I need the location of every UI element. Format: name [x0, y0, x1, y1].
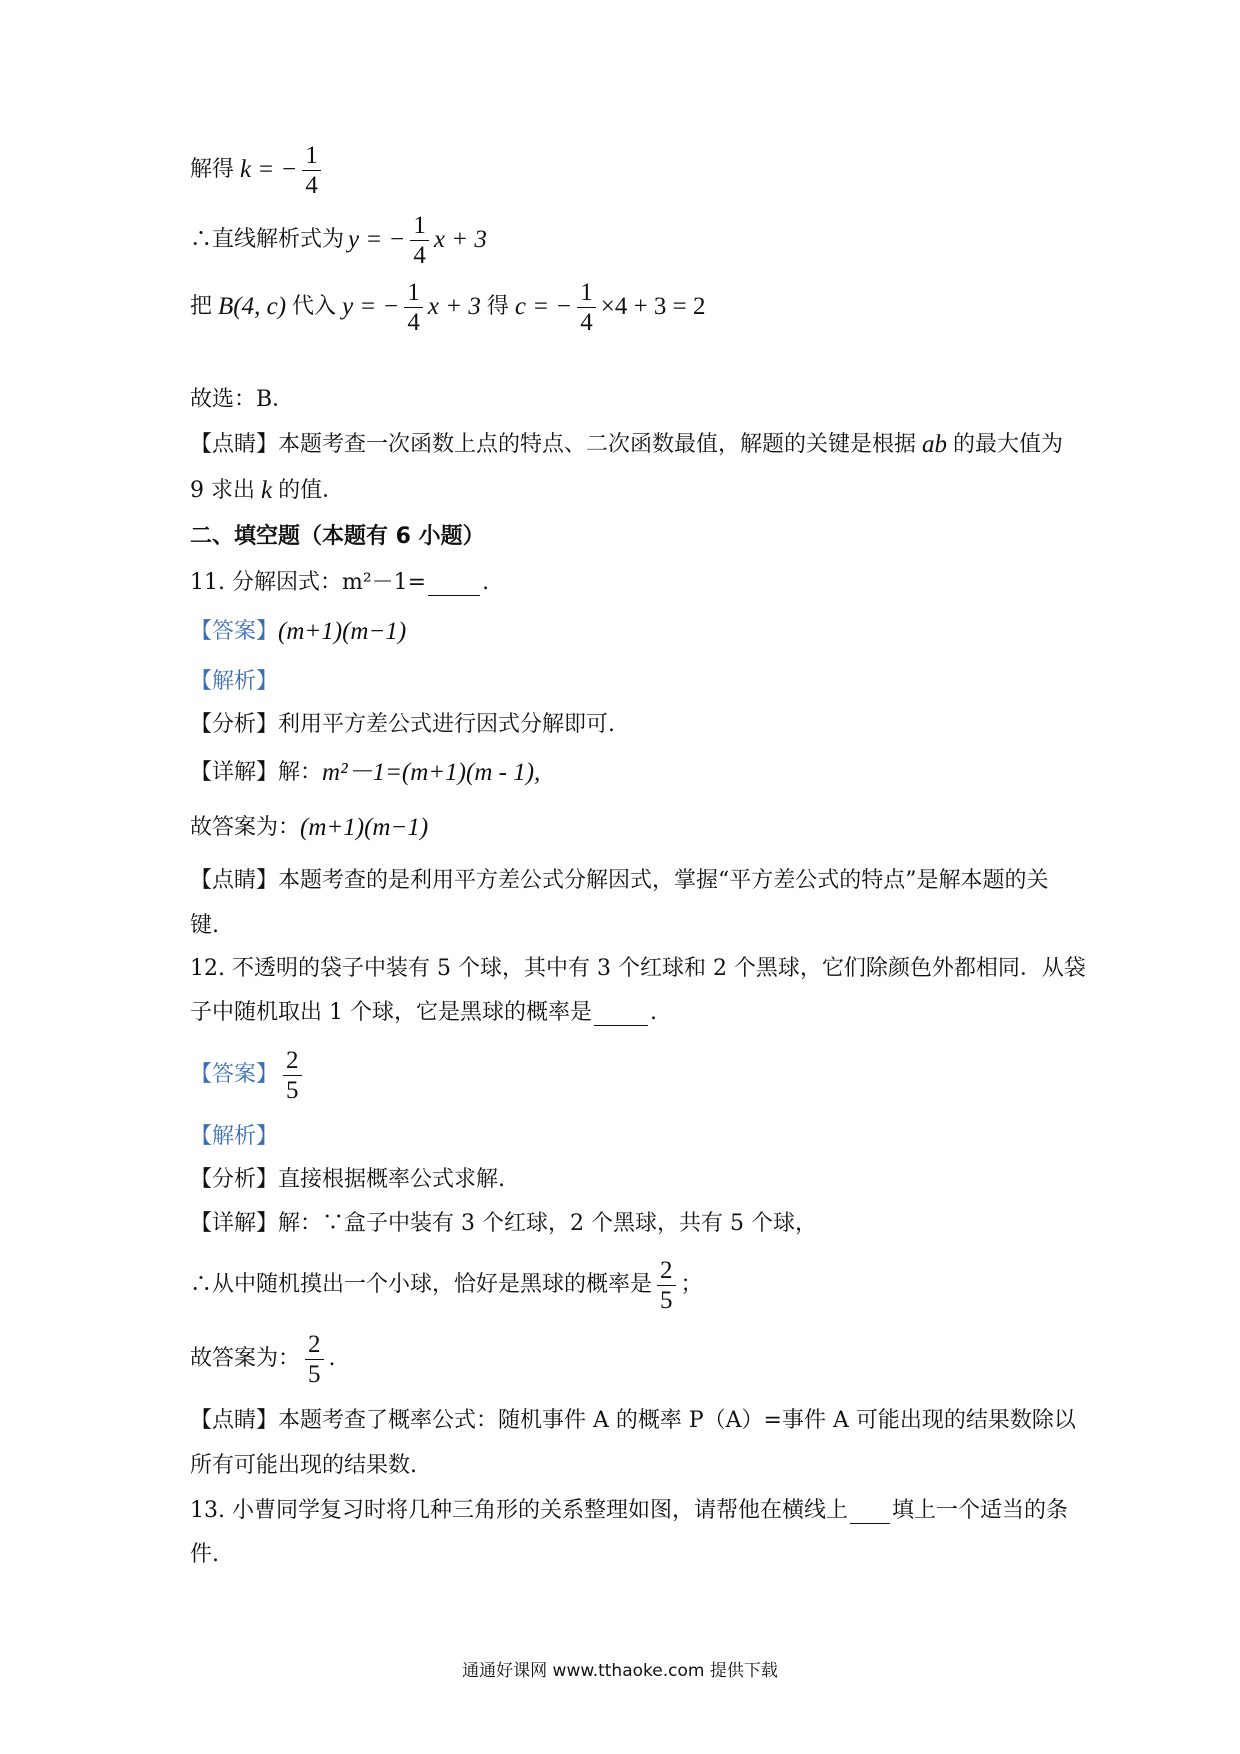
fraction-two-fifths: $\frac{2}{5}$	[305, 1330, 324, 1389]
q12-dianjing-line1: 【点睛】本题考查了概率公式：随机事件 A 的概率 P（A）=事件 A 可能出现的结果数除以	[190, 1408, 1076, 1433]
q11-fenxi: 【分析】利用平方差公式进行因式分解即可.	[190, 712, 615, 737]
fraction-two-fifths: $\frac{2}{5}$	[657, 1256, 676, 1315]
answer-blank	[428, 571, 480, 596]
math-k: k = −	[240, 156, 298, 183]
question-12-line1: 12. 不透明的袋子中装有 5 个球，其中有 3 个红球和 2 个黑球，它们除颜色外都相同．从袋	[190, 956, 1086, 981]
q11-final-answer: 故答案为： (m+1)(m−1)	[190, 814, 429, 841]
fraction-one-quarter: $\frac{1}{4}$	[302, 141, 321, 200]
page-footer: 通通好课网 www.tthaoke.com 提供下载	[462, 1661, 778, 1681]
q12-final-answer: 故答案为： $\frac{2}{5}$ .	[190, 1330, 336, 1388]
q12-answer	[190, 1040, 1070, 1110]
q12-jiexi-tag: 【解析】	[190, 1124, 279, 1149]
q10-dianjing-line1: 【点睛】本题考查一次函数上点的特点、二次函数最值，解题的关键是根据 ab 的最大值为	[190, 431, 1064, 458]
q11-xiangjie: 【详解】解： m²－1=(m+1)(m - 1),	[190, 759, 541, 786]
line-choose-b: 故选：B．	[190, 387, 295, 412]
fraction-one-quarter: $\frac{1}{4}$	[410, 211, 429, 270]
fraction-two-fifths: $\frac{2}{5}$	[283, 1046, 302, 1105]
q11-dianjing-line1: 【点睛】本题考查的是利用平方差公式分解因式，掌握“平方差公式的特点”是解本题的关	[190, 868, 1049, 893]
question-11: 11. 分解因式：m²－1= .	[190, 570, 490, 595]
q12-dianjing-line2: 所有可能出现的结果数.	[190, 1453, 417, 1478]
question-13-line2: 件.	[190, 1542, 219, 1567]
fraction-one-quarter: $\frac{1}{4}$	[404, 278, 423, 337]
question-12-line2: 子中随机取出 1 个球，它是黑球的概率是 .	[190, 1000, 657, 1025]
q10-dianjing-line2: 9 求出 k 的值．	[190, 477, 345, 504]
q12-therefore: ∴从中随机摸出一个小球，恰好是黑球的概率是 $\frac{2}{5}$ ；	[190, 1256, 703, 1314]
answer-tag: 【答案】	[190, 619, 279, 644]
answer-tag: 【答案】	[190, 1062, 279, 1087]
line-solve-k: 解得 k = − $\frac{1}{4}$	[190, 140, 1070, 200]
line-linear-expression: ∴直线解析式为 y = − $\frac{1}{4}$ x + 3	[190, 211, 487, 269]
q11-jiexi-tag: 【解析】	[190, 669, 279, 694]
q11-answer: 【答案】 (m+1)(m−1)	[190, 615, 1070, 649]
line-substitute-b: 把 B(4, c) 代入 y = − $\frac{1}{4}$ x + 3 得 c = − $\frac{1}{4}$ ×4 + 3 = 2	[190, 278, 706, 336]
section-heading: 二、填空题（本题有 6 小题）	[190, 524, 485, 549]
fraction-one-quarter: $\frac{1}{4}$	[577, 278, 596, 337]
q11-dianjing-line2: 键.	[190, 913, 219, 938]
q12-xiangjie: 【详解】解：∵盒子中装有 3 个红球，2 个黑球，共有 5 个球，	[190, 1211, 817, 1236]
answer-blank	[594, 1001, 648, 1026]
question-13-line1: 13. 小曹同学复习时将几种三角形的关系整理如图，请帮他在横线上 填上一个适当的条	[190, 1498, 1068, 1523]
q12-fenxi: 【分析】直接根据概率公式求解.	[190, 1167, 505, 1192]
answer-blank	[850, 1499, 890, 1524]
